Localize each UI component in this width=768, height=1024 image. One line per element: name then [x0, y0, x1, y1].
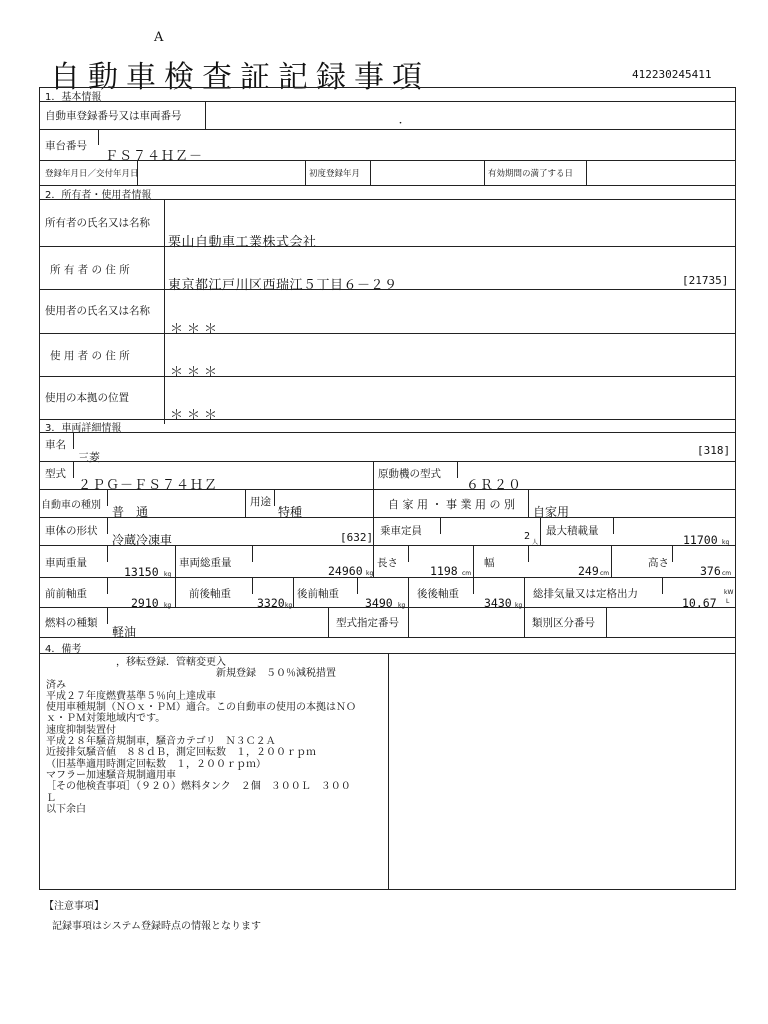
registration-number-value: ・: [396, 119, 406, 129]
owner-name-value: 栗山自動車工業株式会社: [168, 235, 317, 250]
remarks-line: 以下余白: [46, 803, 86, 815]
private-business-label: 自 家 用 ・ 事 業 用 の 別: [388, 498, 515, 511]
body-shape-value: 冷蔵冷凍車: [112, 533, 173, 547]
length-unit: cm: [462, 570, 472, 577]
vehicle-weight-label: 車両重量: [45, 557, 87, 569]
rear-rear-axle-label: 後後軸重: [417, 588, 459, 600]
max-load-label: 最大積載量: [546, 525, 599, 537]
first-registration-label: 初度登録年月: [309, 169, 361, 179]
vehicle-weight-unit: kg: [164, 571, 172, 578]
height-label: 高さ: [648, 557, 669, 569]
section-basic-info: 1．基本情報: [45, 92, 102, 103]
remarks-line: Ｌ: [46, 792, 56, 804]
user-address-label: 使 用 者 の 住 所: [50, 350, 130, 362]
height-unit: cm: [722, 570, 732, 577]
remarks-line: 新規登録 ５０％減税措置: [46, 668, 336, 680]
purpose-value: 特種: [278, 505, 303, 519]
remarks-line: 速度抑制装置付: [46, 724, 116, 736]
owner-address-code: [21735]: [682, 274, 729, 287]
remarks-line: ［その他検査事項］（９２０）燃料タンク ２個 ３００Ｌ ３００: [46, 781, 351, 793]
body-shape-label: 車体の形状: [45, 525, 98, 537]
vehicle-name-code: [318]: [697, 444, 731, 457]
remarks-line: ，移転登録．管轄変更入: [46, 657, 226, 668]
user-name-value: ＊＊＊: [170, 322, 222, 337]
owner-address-label: 所 有 者 の 住 所: [50, 264, 130, 276]
front-rear-axle-value: 3320: [257, 596, 285, 610]
owner-address-value: 東京都江戸川区西瑞江５丁目６－２９: [168, 278, 398, 293]
user-name-label: 使用者の氏名又は名称: [45, 305, 150, 317]
remarks-line: 平成２７年度燃費基準５％向上達成車: [46, 690, 216, 702]
user-address-value: ＊＊＊: [170, 365, 222, 380]
capacity-unit: 人: [532, 539, 539, 546]
remarks-line: 近接排気騒音値 ８８ｄＢ，測定回転数 １，２００ｒｐｍ: [46, 747, 316, 759]
remarks-text: [46, 657, 356, 815]
gross-weight-label: 車両総重量: [179, 557, 232, 569]
rear-rear-axle-value: 3430: [484, 596, 512, 610]
height-value: 376: [700, 564, 721, 578]
base-location-value: ＊＊＊: [170, 408, 222, 423]
private-business-value: 自家用: [533, 505, 570, 519]
remarks-line: （旧基準適用時測定回転数 １，２００ｒｐｍ）: [46, 758, 266, 770]
engine-model-label: 原動機の型式: [378, 468, 441, 480]
capacity-value: 2: [524, 531, 531, 542]
registration-number-label: 自動車登録番号又は車両番号: [45, 110, 182, 122]
gross-weight-value: 24960: [328, 564, 363, 578]
remarks-line: マフラー加速騒音規制適用車: [46, 769, 176, 781]
chassis-number-value: ＦＳ７４ＨＺ－: [105, 149, 204, 164]
document-number: 412230245411: [632, 68, 712, 81]
remarks-line: 使用車種規制（ＮＯｘ・ＰＭ）適合。この自動車の使用の本拠はＮＯ: [46, 702, 356, 714]
fuel-type-value: 軽油: [112, 625, 137, 639]
displacement-value: 10.67: [682, 596, 717, 610]
notes-heading: 【注意事項】: [44, 901, 104, 912]
capacity-label: 乗車定員: [380, 525, 422, 537]
category-number-label: 類別区分番号: [532, 617, 595, 629]
front-front-axle-unit: kg: [164, 602, 172, 609]
section-vehicle-details: 3．車両詳細情報: [45, 423, 122, 434]
front-front-axle-value: 2910: [131, 596, 159, 610]
width-unit: cm: [600, 570, 610, 577]
owner-name-label: 所有者の氏名又は名称: [45, 217, 150, 229]
type-designation-label: 型式指定番号: [336, 617, 399, 629]
remarks-line: 平成２８年騒音規制車，騒音カテゴリ Ｎ３Ｃ２Ａ: [46, 736, 276, 748]
document-title: 自動車検査証記録事項: [50, 60, 430, 95]
model-label: 型式: [45, 468, 66, 480]
body-shape-code: [632]: [340, 531, 374, 544]
front-rear-axle-unit: kg: [285, 602, 293, 609]
rear-rear-axle-unit: kg: [515, 602, 523, 609]
model-value: ２ＰＧ－ＦＳ７４ＨＺ: [78, 478, 219, 493]
vehicle-weight-value: 13150: [124, 565, 159, 579]
remarks-line: 済み: [46, 679, 66, 691]
notes-text: 記録事項はシステム登録時点の情報となります: [52, 921, 261, 932]
displacement-unit-l: L: [726, 598, 730, 605]
stamp-mark: A: [154, 30, 164, 45]
displacement-label: 総排気量又は定格出力: [533, 588, 638, 600]
base-location-label: 使用の本拠の位置: [45, 392, 129, 404]
width-value: 249: [578, 564, 599, 578]
vehicle-kind-value: 普 通: [112, 505, 149, 519]
chassis-number-label: 車台番号: [45, 140, 87, 152]
rear-front-axle-unit: kg: [398, 602, 406, 609]
rear-front-axle-value: 3490: [365, 596, 393, 610]
purpose-label: 用途: [250, 496, 271, 508]
length-label: 長さ: [377, 557, 398, 569]
rear-front-axle-label: 後前軸重: [297, 588, 339, 600]
vehicle-name-value: 三菱: [78, 451, 100, 464]
max-load-value: 11700: [683, 533, 718, 547]
expiry-date-label: 有効期間の満了する日: [488, 169, 574, 179]
vehicle-kind-label: 自動車の種別: [41, 500, 101, 511]
gross-weight-unit: kg: [366, 570, 374, 577]
section-owner-info: 2．所有者・使用者情報: [45, 190, 152, 201]
vehicle-name-label: 車名: [45, 439, 66, 451]
max-load-unit: kg: [722, 539, 730, 546]
front-rear-axle-label: 前後軸重: [189, 588, 231, 600]
length-value: 1198: [430, 564, 458, 578]
registration-date-label: 登録年月日／交付年月日: [45, 169, 139, 179]
fuel-type-label: 燃料の種類: [45, 617, 98, 629]
engine-model-value: ６Ｒ２０: [466, 478, 523, 493]
width-label: 幅: [484, 557, 495, 569]
remarks-line: ｘ・ＰＭ対策地域内です。: [46, 713, 166, 725]
displacement-unit-kw: kW: [724, 589, 734, 596]
front-front-axle-label: 前前軸重: [45, 588, 87, 600]
section-remarks: 4．備考: [45, 644, 82, 655]
